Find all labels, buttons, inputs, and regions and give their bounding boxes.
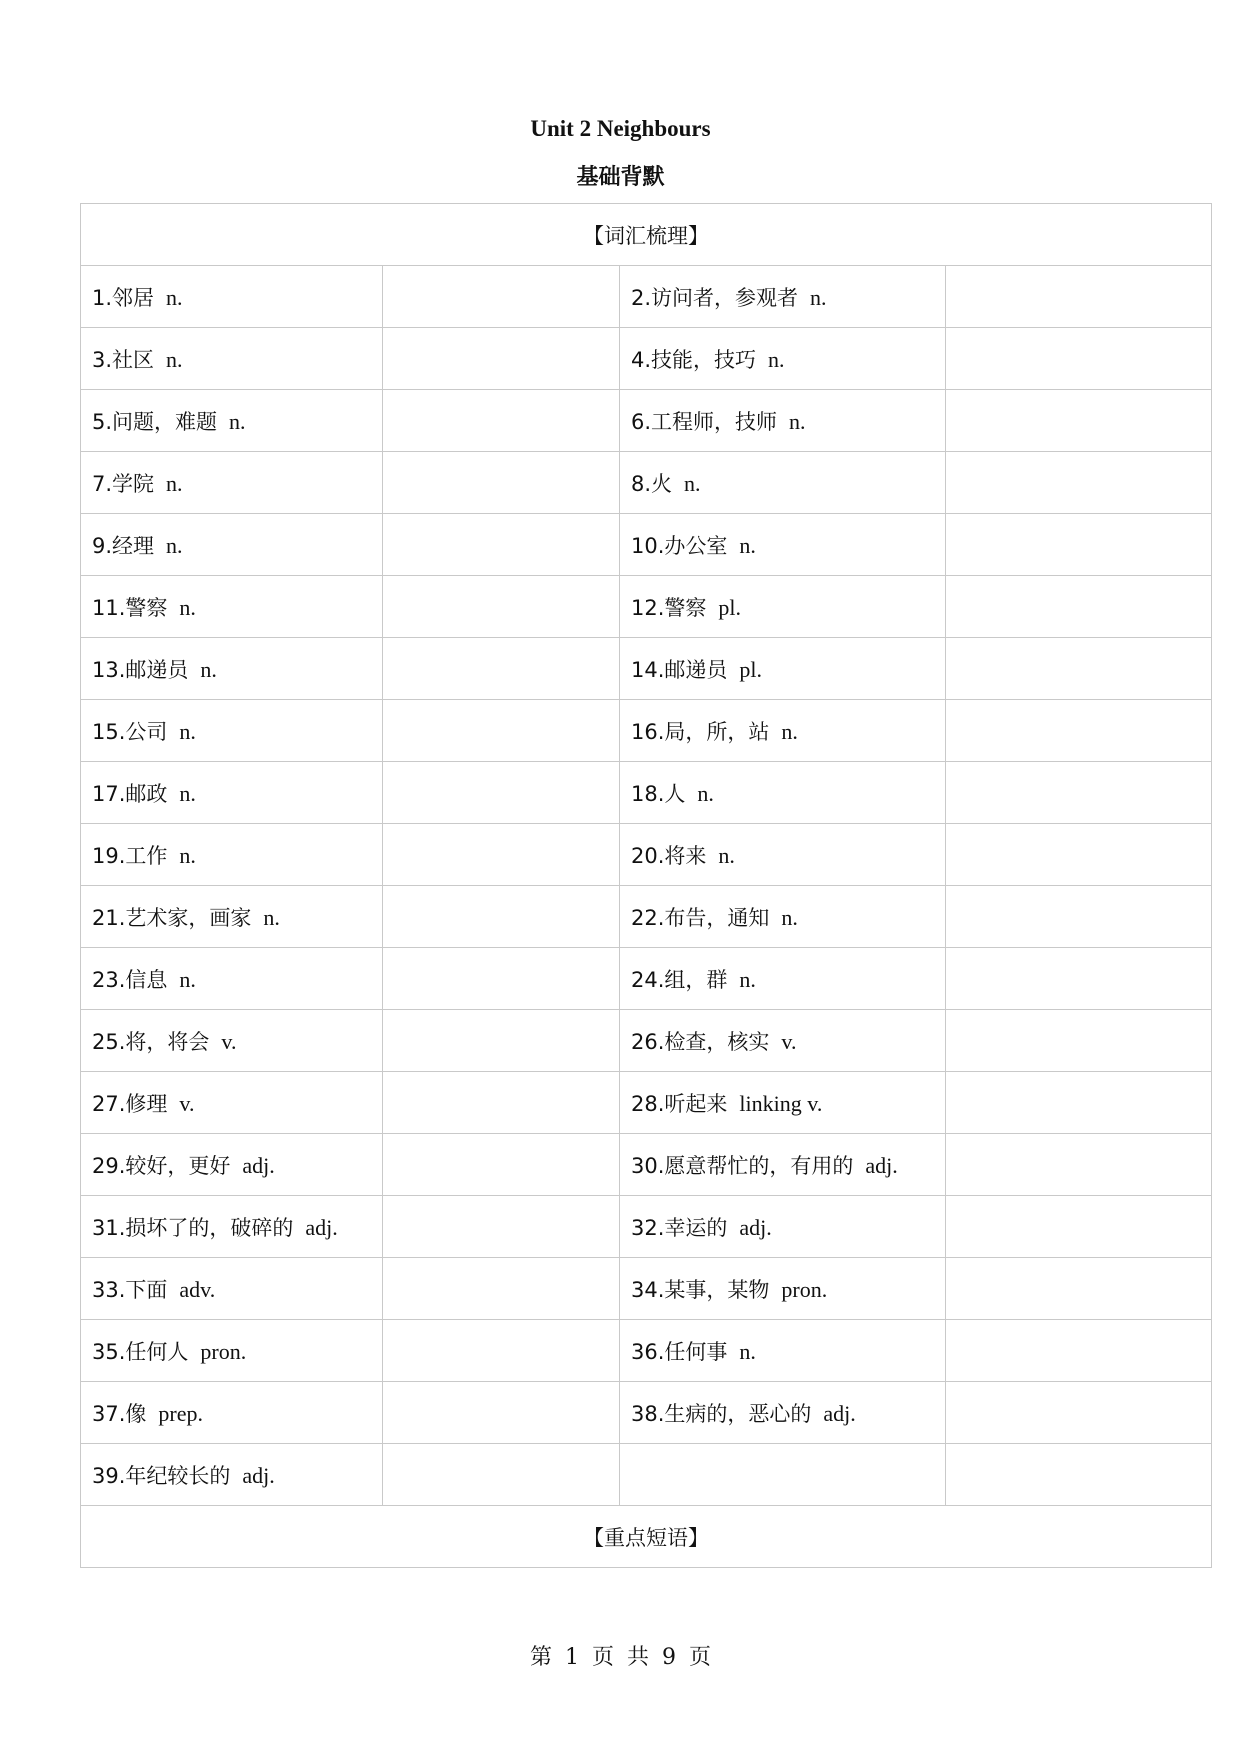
answer-blank-cell[interactable] [383, 1196, 620, 1258]
vocab-part-of-speech: pron. [200, 1338, 247, 1364]
table-row [81, 452, 1212, 514]
vocab-chinese: 20.将来 [631, 843, 707, 868]
vocab-prompt-cell [620, 1258, 946, 1320]
vocab-prompt-cell [81, 1196, 383, 1258]
vocab-part-of-speech: adv. [179, 1276, 216, 1302]
vocab-prompt-cell [620, 1072, 946, 1134]
vocab-prompt-cell [620, 700, 946, 762]
document-title: Unit 2 Neighbours [530, 116, 711, 141]
answer-blank-cell[interactable] [946, 948, 1212, 1010]
vocab-part-of-speech: adj. [823, 1400, 856, 1426]
vocab-chinese: 30.愿意帮忙的，有用的 [631, 1153, 854, 1178]
vocab-part-of-speech: pl. [718, 594, 742, 620]
vocab-prompt-cell [81, 886, 383, 948]
answer-blank-cell[interactable] [383, 266, 620, 328]
vocab-part-of-speech: n. [781, 904, 798, 930]
answer-blank-cell[interactable] [383, 1320, 620, 1382]
vocab-chinese: 39.年纪较长的 [92, 1463, 231, 1488]
answer-blank-cell[interactable] [383, 886, 620, 948]
table-row [81, 328, 1212, 390]
section-title-vocabulary: 【词汇梳理】 [81, 204, 1212, 266]
vocab-prompt-cell [81, 1382, 383, 1444]
vocab-part-of-speech: n. [166, 284, 183, 310]
vocab-prompt-cell [620, 762, 946, 824]
vocab-chinese: 16.局，所，站 [631, 719, 770, 744]
vocab-part-of-speech: adj. [865, 1152, 898, 1178]
vocab-prompt-cell [620, 1320, 946, 1382]
vocab-chinese: 15.公司 [92, 719, 168, 744]
answer-blank-cell[interactable] [946, 1072, 1212, 1134]
vocab-part-of-speech: n. [789, 408, 806, 434]
vocab-chinese: 22.布告，通知 [631, 905, 770, 930]
vocab-part-of-speech: n. [179, 966, 196, 992]
answer-blank-cell[interactable] [946, 638, 1212, 700]
answer-blank-cell[interactable] [946, 328, 1212, 390]
vocab-part-of-speech: n. [768, 346, 785, 372]
vocab-part-of-speech: n. [739, 1338, 756, 1364]
vocab-prompt-cell [620, 328, 946, 390]
answer-blank-cell[interactable] [946, 824, 1212, 886]
vocab-chinese: 17.邮政 [92, 781, 168, 806]
answer-blank-cell[interactable] [383, 762, 620, 824]
vocab-chinese: 4.技能，技巧 [631, 347, 757, 372]
answer-blank-cell[interactable] [383, 1258, 620, 1320]
vocab-part-of-speech: n. [229, 408, 246, 434]
vocab-prompt-cell [620, 1444, 946, 1506]
vocab-part-of-speech: n. [263, 904, 280, 930]
answer-blank-cell[interactable] [383, 514, 620, 576]
vocab-part-of-speech: adj. [305, 1214, 338, 1240]
vocab-part-of-speech: n. [179, 842, 196, 868]
answer-blank-cell[interactable] [946, 390, 1212, 452]
table-row [81, 514, 1212, 576]
vocab-chinese: 14.邮递员 [631, 657, 728, 682]
vocab-chinese: 11.警察 [92, 595, 168, 620]
section-header-row [81, 1506, 1212, 1568]
vocab-part-of-speech: n. [718, 842, 735, 868]
vocab-prompt-cell [81, 576, 383, 638]
vocab-chinese: 31.损坏了的，破碎的 [92, 1215, 294, 1240]
answer-blank-cell[interactable] [383, 390, 620, 452]
answer-blank-cell[interactable] [946, 1196, 1212, 1258]
vocab-part-of-speech: n. [739, 966, 756, 992]
vocab-part-of-speech: n. [684, 470, 701, 496]
vocab-prompt-cell [620, 576, 946, 638]
vocab-part-of-speech: n. [179, 780, 196, 806]
vocab-part-of-speech: n. [810, 284, 827, 310]
vocab-chinese: 36.任何事 [631, 1339, 728, 1364]
vocab-prompt-cell [620, 1382, 946, 1444]
vocab-chinese: 23.信息 [92, 967, 168, 992]
answer-blank-cell[interactable] [383, 824, 620, 886]
vocab-chinese: 38.生病的，恶心的 [631, 1401, 812, 1426]
page-footer: 第 1 页 共 9 页 [530, 1645, 711, 1670]
vocab-part-of-speech: adj. [242, 1462, 275, 1488]
vocab-prompt-cell [81, 638, 383, 700]
vocab-chinese: 29.较好，更好 [92, 1153, 231, 1178]
vocab-prompt-cell [81, 1134, 383, 1196]
vocab-prompt-cell [620, 886, 946, 948]
vocab-prompt-cell [81, 1072, 383, 1134]
table-row [81, 762, 1212, 824]
vocab-chinese: 25.将，将会 [92, 1029, 210, 1054]
vocab-prompt-cell [620, 1196, 946, 1258]
table-row [81, 1258, 1212, 1320]
vocab-prompt-cell [81, 700, 383, 762]
vocab-chinese: 13.邮递员 [92, 657, 189, 682]
vocab-chinese: 27.修理 [92, 1091, 168, 1116]
vocab-chinese: 3.社区 [92, 347, 155, 372]
answer-blank-cell[interactable] [383, 1134, 620, 1196]
section-header-row [81, 204, 1212, 266]
vocab-chinese: 9.经理 [92, 533, 155, 558]
answer-blank-cell[interactable] [946, 700, 1212, 762]
vocab-chinese: 32.幸运的 [631, 1215, 728, 1240]
table-row [81, 576, 1212, 638]
table-row [81, 1382, 1212, 1444]
answer-blank-cell[interactable] [946, 1320, 1212, 1382]
table-row [81, 1134, 1212, 1196]
vocab-prompt-cell [81, 328, 383, 390]
vocab-chinese: 21.艺术家，画家 [92, 905, 252, 930]
vocab-prompt-cell [620, 1134, 946, 1196]
vocab-chinese: 37.像 [92, 1401, 147, 1426]
vocab-chinese: 7.学院 [92, 471, 155, 496]
vocab-part-of-speech: linking v. [739, 1090, 823, 1116]
vocab-chinese: 24.组，群 [631, 967, 728, 992]
answer-blank-cell[interactable] [383, 328, 620, 390]
vocab-prompt-cell [81, 390, 383, 452]
vocab-chinese: 6.工程师，技师 [631, 409, 778, 434]
vocab-prompt-cell [620, 390, 946, 452]
table-row [81, 1320, 1212, 1382]
vocab-chinese: 18.人 [631, 781, 686, 806]
vocab-chinese: 5.问题，难题 [92, 409, 218, 434]
table-row [81, 266, 1212, 328]
vocab-chinese: 1.邻居 [92, 285, 155, 310]
table-row [81, 700, 1212, 762]
answer-blank-cell[interactable] [946, 1010, 1212, 1072]
vocab-chinese: 10.办公室 [631, 533, 728, 558]
vocab-chinese: 8.火 [631, 471, 673, 496]
vocab-part-of-speech: n. [166, 532, 183, 558]
vocab-part-of-speech: n. [739, 532, 756, 558]
vocab-part-of-speech: n. [697, 780, 714, 806]
vocab-prompt-cell [81, 1320, 383, 1382]
vocab-part-of-speech: adj. [242, 1152, 275, 1178]
vocab-part-of-speech: n. [166, 346, 183, 372]
document-subtitle: 基础背默 [576, 165, 665, 190]
vocab-prompt-cell [620, 1010, 946, 1072]
vocab-part-of-speech: v. [221, 1028, 237, 1054]
vocab-chinese: 35.任何人 [92, 1339, 189, 1364]
vocab-prompt-cell [81, 1010, 383, 1072]
table-row [81, 638, 1212, 700]
table-row [81, 1072, 1212, 1134]
vocab-prompt-cell [81, 824, 383, 886]
vocab-prompt-cell [81, 762, 383, 824]
vocab-prompt-cell [81, 266, 383, 328]
table-row [81, 1444, 1212, 1506]
answer-blank-cell[interactable] [383, 576, 620, 638]
vocab-part-of-speech: pron. [781, 1276, 828, 1302]
table-row [81, 390, 1212, 452]
vocab-chinese: 34.某事，某物 [631, 1277, 770, 1302]
vocab-prompt-cell [620, 266, 946, 328]
answer-blank-cell[interactable] [946, 452, 1212, 514]
vocab-part-of-speech: prep. [158, 1400, 203, 1426]
vocab-chinese: 12.警察 [631, 595, 707, 620]
vocab-prompt-cell [81, 514, 383, 576]
vocab-part-of-speech: n. [200, 656, 217, 682]
vocab-part-of-speech: n. [166, 470, 183, 496]
vocab-part-of-speech: pl. [739, 656, 763, 682]
answer-blank-cell[interactable] [383, 452, 620, 514]
table-row [81, 824, 1212, 886]
answer-blank-cell[interactable] [946, 1134, 1212, 1196]
answer-blank-cell[interactable] [946, 576, 1212, 638]
vocab-part-of-speech: v. [179, 1090, 195, 1116]
table-row [81, 886, 1212, 948]
answer-blank-cell[interactable] [383, 1010, 620, 1072]
vocab-part-of-speech: n. [781, 718, 798, 744]
vocab-part-of-speech: v. [781, 1028, 797, 1054]
vocab-part-of-speech: adj. [739, 1214, 772, 1240]
vocab-prompt-cell [620, 514, 946, 576]
vocab-part-of-speech: n. [179, 718, 196, 744]
answer-blank-cell[interactable] [946, 266, 1212, 328]
vocab-chinese: 2.访问者，参观者 [631, 285, 799, 310]
answer-blank-cell[interactable] [946, 1444, 1212, 1506]
answer-blank-cell[interactable] [383, 638, 620, 700]
vocab-chinese: 28.听起来 [631, 1091, 728, 1116]
vocab-prompt-cell [620, 638, 946, 700]
vocab-prompt-cell [620, 824, 946, 886]
answer-blank-cell[interactable] [946, 1382, 1212, 1444]
answer-blank-cell[interactable] [383, 1072, 620, 1134]
vocab-chinese: 26.检查，核实 [631, 1029, 770, 1054]
vocab-chinese: 19.工作 [92, 843, 168, 868]
answer-blank-cell[interactable] [383, 1444, 620, 1506]
answer-blank-cell[interactable] [946, 762, 1212, 824]
answer-blank-cell[interactable] [946, 886, 1212, 948]
answer-blank-cell[interactable] [946, 514, 1212, 576]
answer-blank-cell[interactable] [383, 948, 620, 1010]
table-row [81, 948, 1212, 1010]
vocabulary-table [80, 203, 1212, 1568]
vocab-prompt-cell [620, 948, 946, 1010]
table-row [81, 1196, 1212, 1258]
answer-blank-cell[interactable] [946, 1258, 1212, 1320]
vocab-prompt-cell [81, 1258, 383, 1320]
vocab-prompt-cell [81, 452, 383, 514]
vocab-prompt-cell [81, 1444, 383, 1506]
table-row [81, 1010, 1212, 1072]
vocab-prompt-cell [81, 948, 383, 1010]
section-title-key-phrases: 【重点短语】 [81, 1506, 1212, 1568]
vocab-part-of-speech: n. [179, 594, 196, 620]
vocab-chinese: 33.下面 [92, 1277, 168, 1302]
vocab-prompt-cell [620, 452, 946, 514]
answer-blank-cell[interactable] [383, 700, 620, 762]
answer-blank-cell[interactable] [383, 1382, 620, 1444]
